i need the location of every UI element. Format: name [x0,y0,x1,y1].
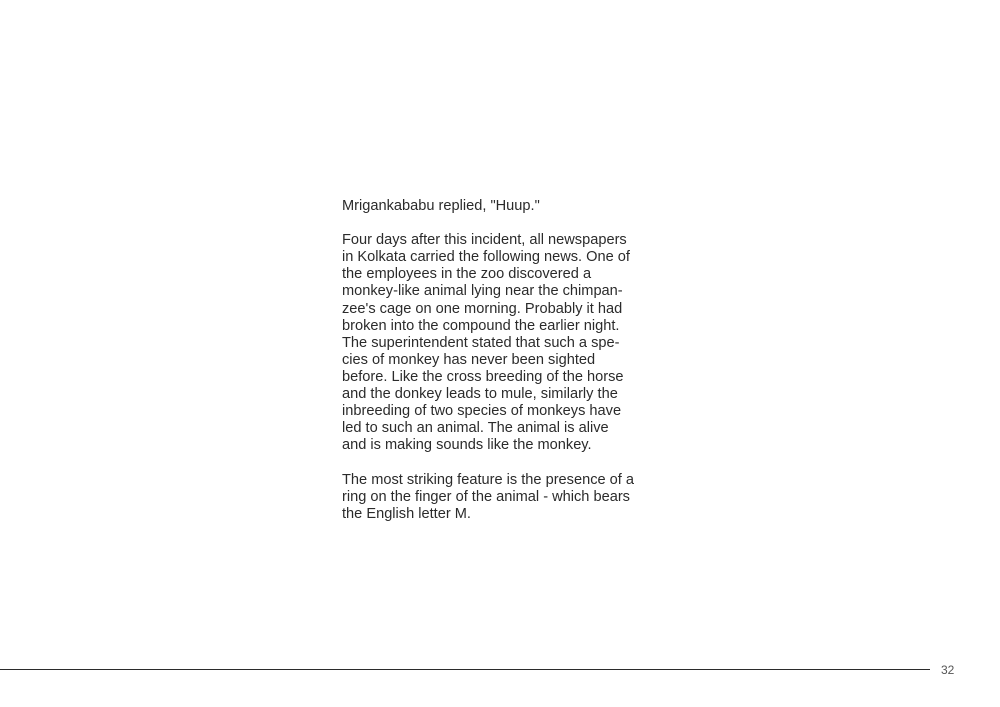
footer-rule [0,669,930,670]
text-line: the English letter M. [342,505,471,522]
text-line: cies of monkey has never been sighted [342,351,596,368]
text-line: in Kolkata carried the following news. One of [342,249,630,266]
text-line: led to such an animal. The animal is alive [342,420,609,437]
text-line: before. Like the cross breeding of the horse [342,368,624,385]
text-line: broken into the compound the earlier night. [342,317,620,334]
text-line: The superintendent stated that such a spe- [342,334,620,351]
text-line: ring on the finger of the animal - which bears [342,488,630,505]
text-line: inbreeding of two species of monkeys have [342,403,622,420]
text-line: and is making sounds like the monkey. [342,437,592,454]
text-line: Mrigankababu replied, "Huup." [342,198,540,214]
paragraph-2 [342,232,642,454]
text-line: Four days after this incident, all newspapers [342,232,627,249]
body-text [342,198,642,540]
paragraph-3 [342,472,642,523]
text-line: and the donkey leads to mule, similarly the [342,386,618,403]
page-number: 32 [941,663,955,677]
text-line: The most striking feature is the presence of a [342,471,635,488]
text-line: the employees in the zoo discovered a [342,266,592,283]
text-line: zee's cage on one morning. Probably it had [342,300,623,317]
paragraph-1 [342,198,642,215]
text-line: monkey-like animal lying near the chimpan- [342,283,623,300]
